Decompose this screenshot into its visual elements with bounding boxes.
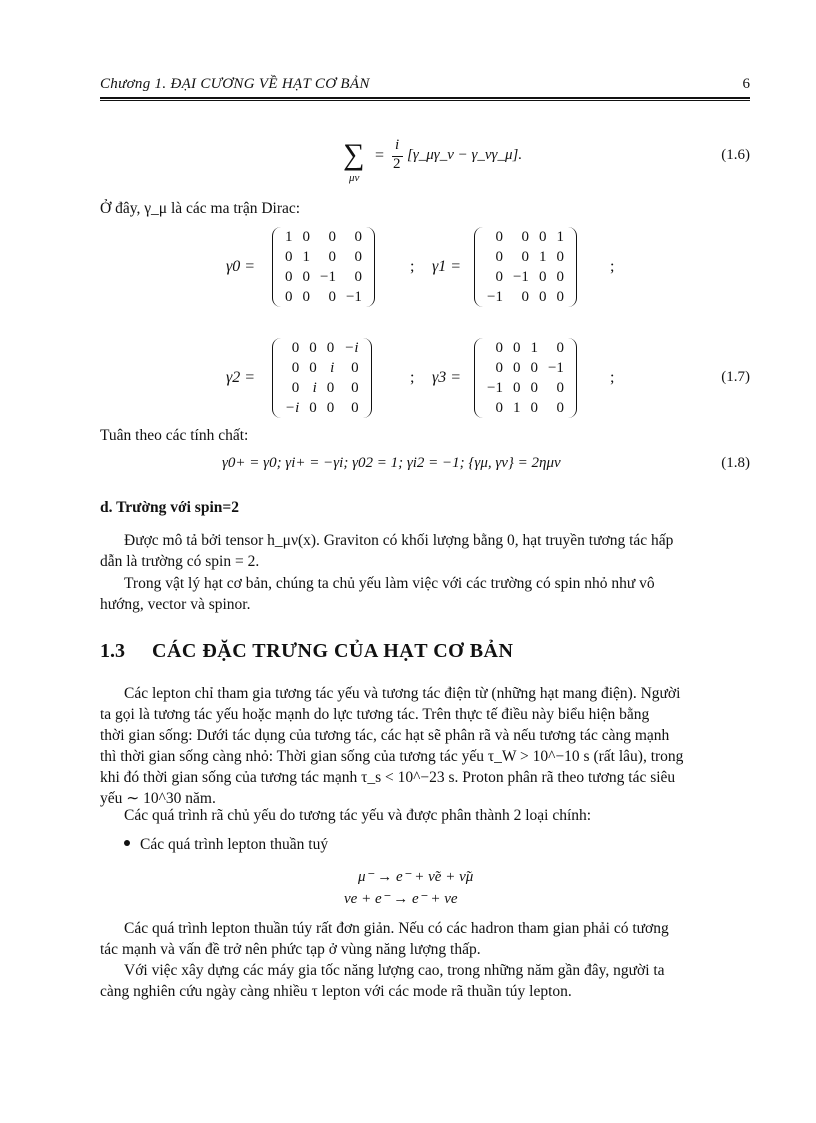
matrix-cell: i [330,359,335,376]
equation-1-6 [343,137,543,186]
matrix-cell: 0 [302,288,310,305]
matrix-cell: 0 [328,248,336,265]
equals-sign: = [375,147,385,164]
matrix-cell: 0 [495,268,503,285]
matrix-cell: 0 [291,359,300,376]
properties-intro: Tuân theo các tính chất: [100,427,249,444]
matrix-cell: 0 [326,399,335,416]
matrix-cell: 0 [291,339,300,356]
matrix-cell: 0 [309,339,317,356]
matrix-cell: 0 [530,359,538,376]
matrix-row [280,378,364,398]
matrix-cell: −i [344,339,359,356]
matrix-cell: 0 [351,379,359,396]
matrix-row [482,227,569,247]
matrix-cell: 0 [302,228,310,245]
paragraph-accelerators [100,960,750,1002]
matrix-cell: 1 [530,339,538,356]
matrix-cell: 0 [326,379,335,396]
matrix-row [482,338,569,358]
matrix-cell: 0 [285,288,293,305]
matrix-cell: 0 [556,268,564,285]
matrix-cell: 0 [309,359,317,376]
matrix-row [482,247,569,267]
left-paren [272,338,281,418]
gamma1-matrix [482,227,569,307]
matrix-cell: 0 [351,359,359,376]
matrix-cell: 0 [351,399,359,416]
subsection-heading-d: d. Trường với spin=2 [100,499,239,516]
gamma0-label: γ0 = [226,258,256,275]
matrix-cell: 0 [354,248,362,265]
separator: ; [610,258,615,275]
sum-subscript: μν [349,172,360,184]
text-line: thời gian sống: Dưới tác dụng của tương tác, các hạt sẽ phân rã và nếu tương tác càng mạnh [100,727,670,744]
matrix-cell: 0 [512,339,521,356]
matrix-cell: 0 [328,228,336,245]
paragraph-spin2 [100,530,750,572]
text-line: càng nghiên cứu ngày càng nhiều τ lepton với các mode rã thuần túy lepton. [100,983,572,1000]
matrix-cell: 0 [521,288,529,305]
fraction-denominator: 2 [393,156,401,172]
text-line: yếu ∼ 10^30 năm. [100,790,216,807]
matrix-row [280,247,367,267]
bullet-item [100,834,774,855]
text-line: ta gọi là tương tác yếu hoặc mạnh do lực tương tác. Trên thực tế điều này biểu hiện bằng [100,706,650,723]
separator: ; [410,258,415,275]
gamma3-label: γ3 = [432,369,462,386]
matrix-cell: 0 [530,379,538,396]
left-paren [474,338,483,418]
matrix-cell: 0 [302,268,310,285]
matrix-cell: 0 [556,339,564,356]
matrix-cell: 0 [495,399,503,416]
matrix-cell: 0 [521,228,529,245]
sum-symbol: ∑ [343,138,365,171]
left-paren [272,227,281,307]
matrix-cell: 0 [495,359,503,376]
equation-1-8: γ0+ = γ0; γi+ = −γi; γ02 = 1; γi2 = −1; {γμ, γν} = 2ημν [222,455,561,471]
matrix-cell: 0 [556,248,564,265]
matrix-cell: −1 [345,288,362,305]
bullet-text: Các quá trình lepton thuần tuý [140,836,329,853]
matrix-row [482,287,569,307]
matrix-row [280,287,367,307]
gamma0-matrix [280,227,367,307]
reaction-muon-decay: μ⁻ → e⁻ + ν̃e + ν̃μ [358,869,474,885]
bullet-icon [124,840,130,846]
matrix-cell: 1 [285,228,293,245]
matrix-cell: 0 [521,248,529,265]
matrix-row [482,378,569,398]
matrix-row [280,358,364,378]
text-line: thì thời gian sống càng nhỏ: Thời gian sống của tương tác yếu τ_W > 10^−10 s (rất lâu), trong [100,748,684,765]
matrix-row [280,398,364,418]
matrix-cell: 0 [538,268,547,285]
matrix-cell: 0 [495,228,503,245]
text-line: Được mô tả bởi tensor h_μν(x). Graviton có khối lượng bằng 0, hạt truyền tương tác hấp [124,532,674,549]
reaction-neutrino-scattering: νe + e⁻ → e⁻ + νe [344,891,458,907]
matrix-cell: 1 [538,248,547,265]
gamma2-matrix [280,338,364,418]
matrix-cell: −i [285,399,300,416]
paragraph-lepton-intro [100,683,750,809]
matrix-row [482,398,569,418]
text-line: Các lepton chỉ tham gia tương tác yếu và tương tác điện từ (những hạt mang điện). Người [124,685,681,702]
text-line: Trong vật lý hạt cơ bản, chúng ta chủ yếu làm việc với các trường có spin nhỏ như vô [124,575,655,592]
matrix-cell: 0 [512,359,521,376]
left-paren [474,227,483,307]
paragraph-decay-types: Các quá trình rã chủ yếu do tương tác yếu và được phân thành 2 loại chính: [124,807,592,824]
chapter-title: Chương 1. ĐẠI CƯƠNG VỀ HẠT CƠ BẢN [100,76,370,92]
section-number: 1.3 [100,640,125,662]
right-paren [568,338,577,418]
matrix-cell: −1 [487,288,503,305]
page-number: 6 [742,76,750,92]
gamma1-label: γ1 = [432,258,462,275]
matrix-cell: 0 [285,268,293,285]
matrix-cell: 0 [538,288,547,305]
matrix-cell: i [312,379,317,396]
matrix-row [482,358,569,378]
text-line: khi đó thời gian sống của tương tác mạnh τ_s < 10^−23 s. Proton phân rã theo tương tác siêu [100,769,676,786]
matrix-cell: 0 [556,399,564,416]
text-line: tác mạnh và vấn đề trở nên phức tạp ở vùng năng lượng thấp. [100,941,481,958]
matrix-cell: 0 [556,379,564,396]
matrix-cell: 0 [556,288,564,305]
eq-number-1-7: (1.7) [721,369,750,385]
header-rule-thin [100,100,750,101]
matrix-cell: −1 [320,268,336,285]
matrix-cell: −1 [512,268,529,285]
matrix-cell: 1 [556,228,564,245]
matrix-row [482,267,569,287]
fraction-numerator: i [395,137,400,153]
right-paren [366,227,375,307]
matrix-cell: −1 [487,379,503,396]
matrix-row [280,227,367,247]
matrix-cell: 0 [495,339,503,356]
section-heading [100,640,513,663]
matrix-cell: 1 [512,399,521,416]
separator: ; [410,369,415,386]
matrix-cell: 0 [354,268,362,285]
matrix-cell: −1 [547,359,564,376]
gamma3-matrix [482,338,569,418]
matrix-cell: 0 [530,399,538,416]
matrix-cell: 0 [354,228,362,245]
matrix-row [280,338,364,358]
header-rule-thick [100,97,750,99]
paragraph-spin-fields [100,573,750,615]
text-line: Các quá trình lepton thuần túy rất đơn giản. Nếu có các hadron tham gian phải có tương [124,920,669,937]
matrix-cell: 0 [309,399,317,416]
matrix-row [280,267,367,287]
paragraph-pure-lepton [100,918,750,960]
gamma2-label: γ2 = [226,369,256,386]
right-paren [363,338,372,418]
matrix-cell: 1 [302,248,310,265]
matrix-cell: 0 [328,288,336,305]
matrix-cell: 0 [291,379,300,396]
eq-number-1-8: (1.8) [721,455,750,471]
matrix-cell: 0 [326,339,335,356]
matrix-cell: 0 [512,379,521,396]
text-line: hướng, vector và spinor. [100,596,251,613]
text-line: Với việc xây dựng các máy gia tốc năng lượng cao, trong những năm gần đây, người ta [124,962,665,979]
section-title: CÁC ĐẶC TRƯNG CỦA HẠT CƠ BẢN [152,640,514,662]
matrix-cell: 0 [285,248,293,265]
dirac-intro: Ở đây, γ_μ là các ma trận Dirac: [100,200,301,217]
commutator-rhs: [γ_μγ_ν − γ_νγ_μ]. [407,147,523,163]
separator: ; [610,369,615,386]
matrix-cell: 0 [538,228,547,245]
matrix-cell: 0 [495,248,503,265]
text-line: dẫn là trường có spin = 2. [100,553,260,570]
eq-number-1-6: (1.6) [721,147,750,163]
running-header [100,76,750,96]
right-paren [568,227,577,307]
